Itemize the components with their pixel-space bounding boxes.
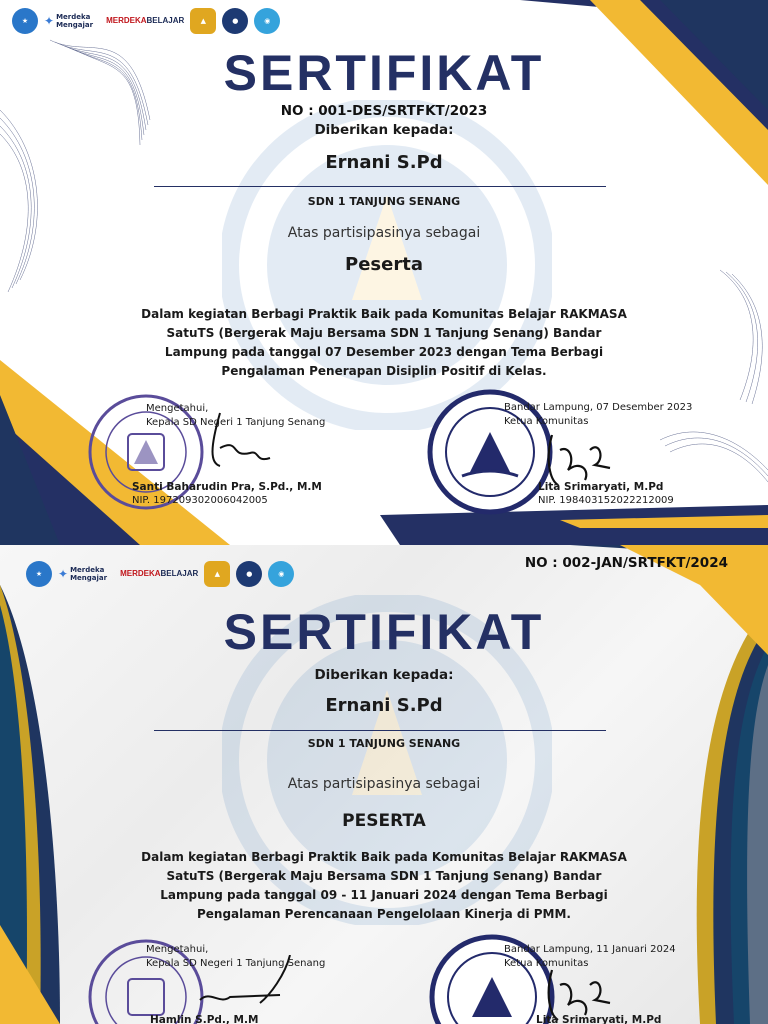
participation-label: Atas partisipasinya sebagai [287,225,481,241]
name-underline [154,186,606,187]
left-signer-identity [132,480,322,508]
merdeka-mengajar-logo: ✦ Merdeka Mengajar [58,566,108,582]
description-line: SatuTS (Bergerak Maju Bersama SDN 1 Tanjung Senang) Bandar [166,326,602,340]
merdeka-belajar-logo: MERDEKA BELAJAR [106,16,185,25]
right-signer-position: Ketua Komunitas [504,416,589,427]
city-emblem-icon: ▲ [204,561,230,587]
left-signer-name: Santi Baharudin Pra, S.Pd., M.M [132,481,322,493]
description-line: Pengalaman Penerapan Disiplin Positif di Kelas. [221,364,547,378]
description [0,848,768,924]
right-signer-place-date: Bandar Lampung, 07 Desember 2023 [504,402,693,413]
city-emblem-icon: ▲ [190,8,216,34]
left-signer-block [146,943,325,971]
left-signer-greeting: Mengetahui, [146,403,209,414]
description-line: Lampung pada tanggal 09 - 11 Januari 2024 dengan Tema Berbagi [160,888,608,902]
merdeka-belajar-logo: MERDEKA BELAJAR [120,569,199,578]
education-office-icon: ● [222,8,248,34]
merdeka-mengajar-logo: ✦ Merdeka Mengajar [44,13,94,29]
kemendikbud-logo-icon: ★ [26,561,52,587]
right-signer-block [504,943,676,971]
recipient-name: Ernani S.Pd [325,695,443,716]
community-logo-icon: ◉ [268,561,294,587]
right-signer-name: Lita Srimaryati, M.Pd [538,481,664,493]
recipient-name: Ernani S.Pd [325,152,443,173]
school-name: SDN 1 TANJUNG SENANG [307,737,461,750]
education-office-icon: ● [236,561,262,587]
left-signer-position: Kepala SD Negeri 1 Tanjung Senang [146,417,326,428]
right-signer-name: Lita Srimaryati, M.Pd [536,1014,662,1024]
partner-logos [12,8,280,34]
school-name: SDN 1 TANJUNG SENANG [307,195,461,208]
given-to-label: Diberikan kepada: [314,667,454,683]
certificate-number: NO : 002-JAN/SRTFKT/2024 [524,555,728,571]
right-signer-identity [538,480,674,508]
right-signer-nip: NIP. 198403152022212009 [538,495,674,506]
description-line: Dalam kegiatan Berbagi Praktik Baik pada Komunitas Belajar RAKMASA [141,850,627,864]
description-line: Lampung pada tanggal 07 Desember 2023 dengan Tema Berbagi [164,345,604,359]
right-signer-block [504,401,692,429]
right-signer-position: Ketua Komunitas [504,958,589,969]
left-signer-block [146,402,325,430]
given-to-label: Diberikan kepada: [314,122,454,138]
left-signer-position: Kepala SD Negeri 1 Tanjung Senang [146,958,326,969]
right-signer-identity [536,1013,661,1024]
kemendikbud-logo-icon: ★ [12,8,38,34]
role-label: PESERTA [342,811,426,831]
name-underline [154,730,606,731]
left-signer-identity [150,1013,258,1024]
participation-label: Atas partisipasinya sebagai [287,776,481,792]
left-signer-name: Hamlin S.Pd., M.M [150,1014,259,1024]
partner-logos [26,561,294,587]
certificate-number: NO : 001-DES/SRTFKT/2023 [280,103,488,119]
certificate-title: SERTIFIKAT [223,604,545,660]
description [0,305,768,381]
description-line: Dalam kegiatan Berbagi Praktik Baik pada Komunitas Belajar RAKMASA [141,307,627,321]
certificate-title: SERTIFIKAT [223,45,545,101]
left-signer-greeting: Mengetahui, [146,944,209,955]
description-line: Pengalaman Perencanaan Pengelolaan Kinerja di PMM. [196,907,571,921]
description-line: SatuTS (Bergerak Maju Bersama SDN 1 Tanjung Senang) Bandar [166,869,602,883]
left-signer-nip: NIP. 197209302006042005 [132,495,268,506]
role-label: Peserta [345,254,423,275]
community-logo-icon: ◉ [254,8,280,34]
certificate-2024 [0,545,768,1024]
right-signer-place-date: Bandar Lampung, 11 Januari 2024 [504,944,676,955]
